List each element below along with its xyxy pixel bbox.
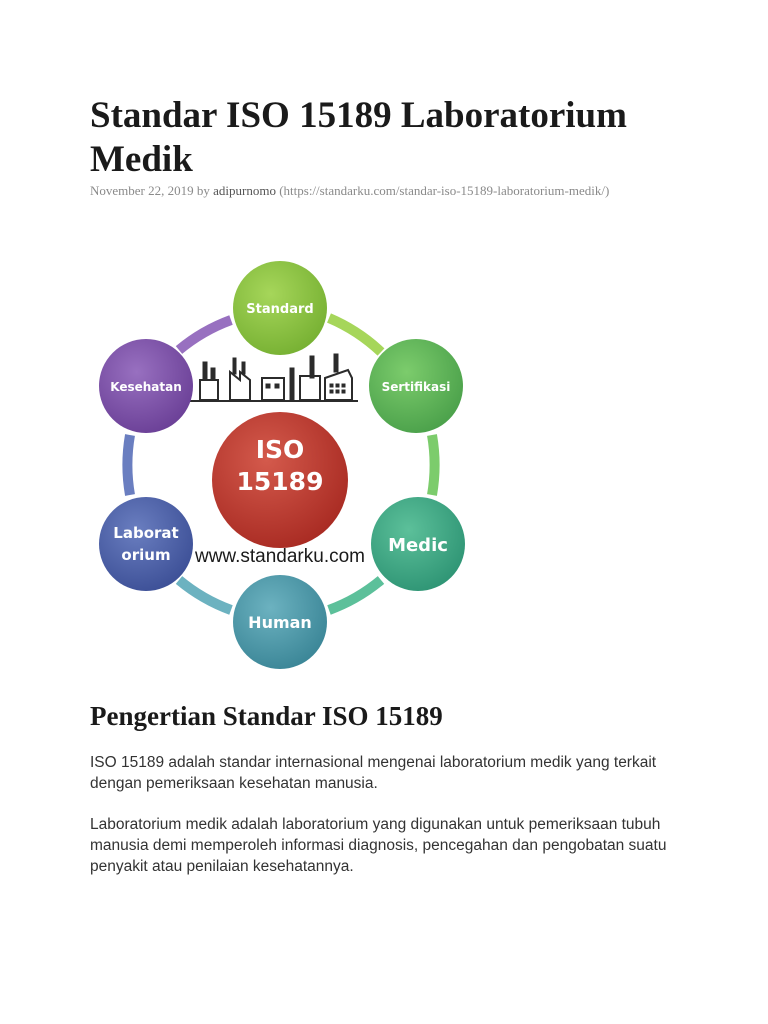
author-link[interactable]: adipurnomo [213, 183, 276, 198]
paragraph-definition: ISO 15189 adalah standar internasional mengenai laboratorium medik yang terkait dengan pemeriksaan kesehatan manusia. [90, 754, 657, 792]
arc-human-laboratorium [179, 580, 231, 610]
center-label-number: 15189 [236, 467, 324, 496]
node-label-standard: Standard [246, 302, 314, 317]
paragraph-laboratorium: Laboratorium medik adalah laboratorium yang digunakan untuk pemeriksaan tubuh manusia demi memperoleh informasi diagnosis, pencegahan dan pengobatan suatu penyakit atau penilaian kesehatannya. [90, 816, 667, 875]
arc-standard-sertifikasi [329, 318, 381, 352]
node-label-kesehatan: Kesehatan [110, 380, 182, 394]
node-label-sertifikasi: Sertifikasi [381, 380, 451, 394]
node-sertifikasi [369, 339, 463, 433]
node-kesehatan [99, 339, 193, 433]
post-date: November 22, 2019 [90, 183, 194, 198]
factory-icon [190, 354, 358, 401]
node-standard [233, 261, 327, 355]
node-human [233, 575, 327, 669]
node-label-laboratorium-2: orium [121, 546, 171, 564]
node-label-medic: Medic [388, 535, 448, 556]
node-label-human: Human [248, 613, 312, 632]
website-label: www.standarku.com [194, 546, 366, 567]
article-meta [90, 183, 730, 199]
arc-laboratorium-kesehatan [127, 435, 130, 495]
arc-kesehatan-standard [179, 320, 231, 350]
center-label-iso: ISO [255, 435, 305, 464]
arc-medic-human [329, 580, 381, 610]
center-node [212, 412, 348, 548]
by-label: by [196, 183, 210, 198]
article-title: Standar ISO 15189 Laboratorium Medik [90, 95, 627, 180]
node-laboratorium [99, 497, 193, 591]
node-medic [371, 497, 465, 591]
node-label-laboratorium-1: Laborat [113, 524, 179, 542]
source-url[interactable]: (https://standarku.com/standar-iso-15189-laboratorium-medik/) [279, 183, 610, 198]
section-heading: Pengertian Standar ISO 15189 [90, 701, 443, 731]
arc-sertifikasi-medic [432, 435, 435, 495]
iso-15189-diagram [90, 250, 480, 670]
